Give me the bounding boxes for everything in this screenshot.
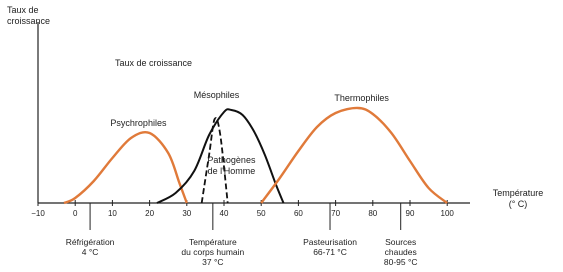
annotation-refrigeration: Réfrigération 4 °C [65, 237, 115, 257]
annotation-pasteurisation: Pasteurisation 66-71 °C [303, 237, 357, 257]
x-tick-label: 90 [405, 209, 415, 218]
x-tick-label: 30 [182, 209, 192, 218]
x-tick-label: 40 [219, 209, 229, 218]
inner-chart-label: Taux de croissance [115, 58, 193, 68]
temperature-annotations [66, 203, 418, 267]
y-axis-label: Taux de croissance [7, 5, 51, 26]
annotation-corps-humain: Température du corps humain 37 °C [181, 237, 245, 267]
series-label: Mésophiles [193, 90, 240, 100]
series-label: Pathogènes de l'Homme [207, 155, 256, 176]
series-line-thermophiles [261, 108, 447, 203]
x-tick-label: −10 [31, 209, 45, 218]
x-tick-label: 50 [256, 209, 266, 218]
x-tick-label: 10 [107, 209, 117, 218]
x-tick-label: 60 [293, 209, 303, 218]
series-line-psychrophiles [64, 132, 187, 203]
x-tick-label: 20 [145, 209, 155, 218]
annotation-sources-chaudes: Sources chaudes 80-95 °C [383, 237, 418, 267]
x-tick-label: 0 [72, 209, 78, 218]
series-label: Thermophiles [334, 93, 389, 103]
x-tick-label: 80 [368, 209, 378, 218]
x-tick-label: 100 [440, 209, 454, 218]
series-label: Psychrophiles [110, 118, 167, 128]
x-tick-label: 70 [331, 209, 341, 218]
x-axis-label: Température (° C) [492, 188, 544, 209]
